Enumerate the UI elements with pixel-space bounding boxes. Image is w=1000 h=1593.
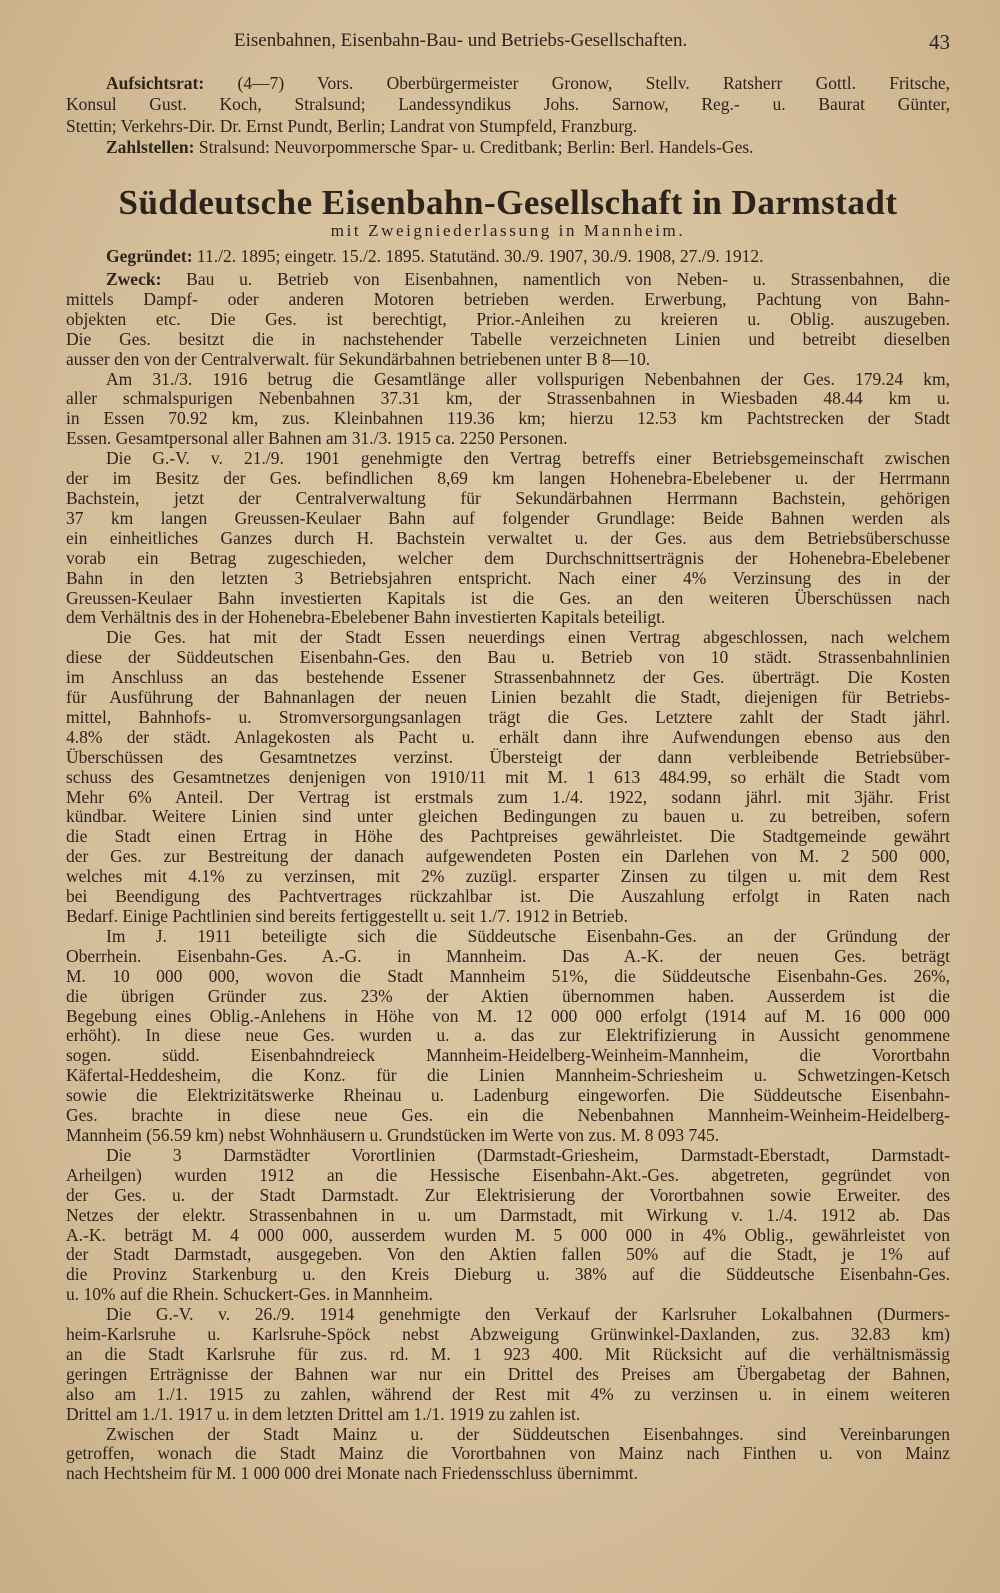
text-line bbox=[66, 967, 950, 987]
line-text: der Ges. u. der Stadt Darmstadt. Zur Elektrisierung der Vorortbahnen sowie Erweiter. des bbox=[66, 1184, 950, 1205]
text-line bbox=[66, 827, 950, 847]
field-label: Zweck: bbox=[106, 269, 162, 289]
text-line bbox=[66, 330, 950, 350]
text-line bbox=[66, 1425, 950, 1445]
line-text: 11./2. 1895; eingetr. 15./2. 1895. Statutänd. 30./9. 1907, 30./9. 1908, 27./9. 1912. bbox=[192, 246, 764, 266]
text-line bbox=[66, 1464, 950, 1484]
paragraph bbox=[66, 370, 950, 450]
text-line bbox=[66, 768, 950, 788]
line-text: Bedarf. Einige Pachtlinien sind bereits fertiggestellt u. seit 1./7. 1912 in Betrieb. bbox=[66, 906, 628, 926]
text-line bbox=[66, 987, 950, 1007]
line-text: Netzes der elektr. Strassenbahnen in u. um Darmstadt, mit Wirkung v. 1./4. 1912 ab. Das bbox=[66, 1204, 950, 1225]
line-text: sowie die Elektrizitätswerke Rheinau u. Ladenburg eingeworfen. Die Süddeutsche Eisenbahn- bbox=[66, 1085, 950, 1106]
text-line bbox=[66, 1245, 950, 1265]
paragraph bbox=[66, 137, 950, 158]
text-line bbox=[66, 887, 950, 907]
line-text: Bau u. Betrieb von Eisenbahnen, namentlich von Neben- u. Strassenbahnen, die bbox=[161, 269, 950, 289]
text-line bbox=[66, 469, 950, 489]
company-body-text bbox=[66, 270, 950, 1484]
text-line bbox=[66, 389, 950, 409]
text-line bbox=[66, 1106, 950, 1126]
paragraph bbox=[66, 449, 950, 628]
text-line bbox=[66, 1186, 950, 1206]
line-text: kündbar. Weitere Linien sind unter gleichen Bedingungen zu bauen u. zu betreiben, sofern bbox=[66, 806, 950, 827]
line-text: Mehr 6% Anteil. Der Vertrag ist erstmals zum 1./4. 1922, sodann jährl. mit 3jähr. Frist bbox=[66, 786, 950, 807]
text-line bbox=[66, 1086, 950, 1106]
text-line bbox=[66, 1206, 950, 1226]
line-text: Konsul Gust. Koch, Stralsund; Landessyndikus Johs. Sarnow, Reg.- u. Baurat Günter, bbox=[66, 94, 950, 115]
line-text: Die 3 Darmstädter Vorortlinien (Darmstadt-Griesheim, Darmstadt-Eberstadt, Darmstadt- bbox=[106, 1144, 950, 1165]
line-text: welches mit 4.1% zu verzinsen, mit 2% zuzügl. ersparter Zinsen zu tilgen u. mit dem Rest bbox=[66, 866, 950, 887]
line-text: Die G.-V. v. 26./9. 1914 genehmigte den Verkauf der Karlsruher Lokalbahnen (Durmers- bbox=[106, 1304, 950, 1325]
line-text: an die Stadt Karlsruhe für zus. rd. M. 1 923 400. Mit Rücksicht auf die verhältnismässig bbox=[66, 1343, 950, 1364]
line-text: für Ausführung der Bahnanlagen der neuen Linien bezahlt die Stadt, diejenigen für Betriebs- bbox=[66, 687, 950, 708]
line-text: M. 10 000 000, wovon die Stadt Mannheim 51%, die Süddeutsche Eisenbahn-Ges. 26%, bbox=[66, 965, 950, 986]
line-text: Im J. 1911 beteiligte sich die Süddeutsche Eisenbahn-Ges. an der Gründung der bbox=[106, 925, 950, 946]
line-text: objekten etc. Die Ges. ist berechtigt, Prior.-Anleihen zu kreieren u. Oblig. auszugeben. bbox=[66, 308, 950, 329]
text-line bbox=[66, 628, 950, 648]
line-text: heim-Karlsruhe u. Karlsruhe-Spöck nebst Abzweigung Grünwinkel-Daxlanden, zus. 32.83 km) bbox=[66, 1324, 950, 1345]
line-text: der Stadt Darmstadt, ausgegeben. Von den Aktien fallen 50% auf die Stadt, je 1% auf bbox=[66, 1244, 950, 1265]
founding-info bbox=[66, 246, 950, 267]
text-line bbox=[66, 489, 950, 509]
paragraph bbox=[66, 73, 950, 137]
line-text: in Essen 70.92 km, zus. Kleinbahnen 119.36 km; hierzu 12.53 km Pachtstrecken der Stadt bbox=[66, 408, 950, 429]
text-line bbox=[66, 449, 950, 469]
line-text: schuss des Gesamtnetzes denjenigen von 1910/11 mit M. 1 613 484.99, so erhält die Stadt vom bbox=[66, 766, 950, 787]
text-line bbox=[66, 290, 950, 310]
line-text: u. 10% auf die Rhein. Schuckert-Ges. in Mannheim. bbox=[66, 1284, 433, 1305]
paragraph bbox=[66, 1425, 950, 1485]
line-text: Oberrhein. Eisenbahn-Ges. A.-G. in Mannheim. Das A.-K. der neuen Ges. beträgt bbox=[66, 945, 950, 966]
text-line bbox=[66, 246, 950, 267]
line-text: die Stadt einen Ertrag in Höhe des Pachtpreises gewährleistet. Die Stadtgemeinde gewährt bbox=[66, 826, 950, 847]
line-text: Essen. Gesamtpersonal aller Bahnen am 31./3. 1915 ca. 2250 Personen. bbox=[66, 428, 568, 449]
line-text: Ges. brachte in diese neue Ges. ein die Nebenbahnen Mannheim-Weinheim-Heidelberg- bbox=[66, 1105, 950, 1126]
text-line bbox=[66, 1365, 950, 1385]
text-line bbox=[66, 1046, 950, 1066]
previous-entry bbox=[66, 73, 950, 158]
line-text: Die G.-V. v. 21./9. 1901 genehmigte den Vertrag betreffs einer Betriebsgemeinschaft zwischen bbox=[106, 448, 950, 469]
text-line bbox=[66, 1026, 950, 1046]
text-line bbox=[66, 370, 950, 390]
text-line bbox=[66, 1385, 950, 1405]
line-text: Überschüssen des Gesamtnetzes verzinst. Übersteigt der dann verbleibende Betriebsüber- bbox=[66, 746, 950, 767]
page-number: 43 bbox=[929, 30, 950, 54]
line-text: erhöht). In diese neue Ges. wurden u. a. das zur Elektrifizierung in Aussicht genommene bbox=[66, 1025, 950, 1046]
text-line bbox=[66, 867, 950, 887]
line-text: der Ges. zur Bestreitung der danach aufgewendeten Posten ein Darlehen von M. 2 500 000, bbox=[66, 846, 950, 867]
text-line bbox=[66, 1444, 950, 1464]
text-line bbox=[66, 668, 950, 688]
text-line bbox=[66, 1146, 950, 1166]
text-line bbox=[66, 529, 950, 549]
line-text: sogen. südd. Eisenbahndreieck Mannheim-Heidelberg-Weinheim-Mannheim, die Vorortbahn bbox=[66, 1045, 950, 1066]
line-text: A.-K. beträgt M. 4 000 000, ausserdem wurden M. 5 000 000 in 4% Oblig., gewährleistet von bbox=[66, 1224, 950, 1245]
line-text: Begebung eines Oblig.-Anlehens in Höhe von M. 12 000 000 erfolgt (1914 auf M. 16 000 000 bbox=[66, 1005, 950, 1026]
field-label: Zahlstellen: bbox=[106, 136, 195, 157]
line-text: aller schmalspurigen Nebenbahnen 37.31 km, der Strassenbahnen in Wiesbaden 48.44 km u. bbox=[66, 388, 950, 409]
text-line bbox=[66, 116, 950, 137]
line-text: 4.8% der städt. Anlagekosten als Pacht u. erhält dann ihre Aufwendungen ebenso aus den bbox=[66, 726, 950, 747]
text-line bbox=[66, 1265, 950, 1285]
line-text: Bahn in den letzten 3 Betriebsjahren entspricht. Nach einer 4% Verzinsung des in der bbox=[66, 567, 950, 588]
text-line bbox=[66, 648, 950, 668]
line-text: mittels Dampf- oder anderen Motoren betrieben werden. Erwerbung, Pachtung von Bahn- bbox=[66, 288, 950, 309]
company-title: Süddeutsche Eisenbahn-Gesellschaft in Darmstadt bbox=[118, 183, 898, 222]
line-text: getroffen, wonach die Stadt Mainz die Vorortbahnen von Mainz nach Finthen u. von Mainz bbox=[66, 1443, 950, 1464]
paragraph bbox=[66, 927, 950, 1146]
line-text: die Provinz Starkenburg u. den Kreis Dieburg u. 38% auf die Süddeutsche Eisenbahn-Ges. bbox=[66, 1264, 950, 1285]
line-text: diese der Süddeutschen Eisenbahn-Ges. den Bau u. Betrieb von 10 städt. Strassenbahnlinien bbox=[66, 647, 950, 668]
company-subtitle: mit Zweigniederlassung in Mannheim. bbox=[330, 221, 686, 240]
text-line bbox=[66, 549, 950, 569]
line-text: vorab ein Betrag zugeschieden, welcher dem Durchschnittserträgnis der Hohenebra-Ebelebener bbox=[66, 547, 950, 568]
line-text: ein einheitliches Ganzes durch H. Bachstein verwaltet u. der Ges. aus dem Betriebsüberschusse bbox=[66, 527, 950, 548]
line-text: Die Ges. besitzt die in nachstehender Tabelle verzeichneten Linien und betreibt dieselben bbox=[66, 328, 950, 349]
text-line bbox=[66, 350, 950, 370]
text-line bbox=[66, 1285, 950, 1305]
text-line bbox=[66, 728, 950, 748]
line-text: Die Ges. hat mit der Stadt Essen neuerdings einen Vertrag abgeschlossen, nach welchem bbox=[106, 627, 950, 648]
text-line bbox=[66, 947, 950, 967]
line-text: Stettin; Verkehrs-Dir. Dr. Ernst Pundt, Berlin; Landrat von Stumpfeld, Franzburg. bbox=[66, 115, 637, 136]
line-text: nach Hechtsheim für M. 1 000 000 drei Monate nach Friedensschluss übernimmt. bbox=[66, 1463, 639, 1484]
text-line bbox=[66, 847, 950, 867]
text-line bbox=[66, 1305, 950, 1325]
line-text: Mannheim (56.59 km) nebst Wohnhäusern u. Grundstücken im Werte von zus. M. 8 093 745. bbox=[66, 1124, 720, 1145]
line-text: (4—7) Vors. Oberbürgermeister Gronow, Stellv. Ratsherr Gottl. Fritsche, bbox=[204, 73, 950, 93]
paragraph bbox=[66, 246, 950, 267]
line-text: Am 31./3. 1916 betrug die Gesamtlänge aller vollspurigen Nebenbahnen der Ges. 179.24 km, bbox=[106, 368, 950, 389]
text-line bbox=[66, 1345, 950, 1365]
text-line bbox=[66, 589, 950, 609]
text-line bbox=[66, 1405, 950, 1425]
line-text: Bachstein, jetzt der Centralverwaltung für Sekundärbahnen Herrmann Bachstein, gehörigen bbox=[66, 487, 950, 508]
line-text: im Anschluss an das bestehende Essener Strassenbahnnetz der Ges. überträgt. Die Kosten bbox=[66, 667, 950, 688]
text-line bbox=[66, 310, 950, 330]
line-text: bei Beendigung des Pachtvertrages rückzahlbar ist. Die Auszahlung erfolgt in Raten nach bbox=[66, 886, 950, 907]
line-text: ausser den von der Centralverwalt. für Sekundärbahnen betriebenen unter B 8—10. bbox=[66, 348, 651, 369]
text-line bbox=[66, 569, 950, 589]
paragraph bbox=[66, 1305, 950, 1424]
field-label: Aufsichtsrat: bbox=[106, 73, 205, 93]
text-line bbox=[66, 1166, 950, 1186]
text-line bbox=[66, 708, 950, 728]
line-text: mittel, Bahnhofs- u. Stromversorgungsanlagen trägt die Ges. Letztere zahlt der Stadt jährl. bbox=[66, 706, 950, 727]
line-text: der im Besitz der Ges. befindlichen 8,69 km langen Hohenebra-Ebelebener u. der Herrmann bbox=[66, 468, 950, 489]
text-line bbox=[66, 1066, 950, 1086]
line-text: also am 1./1. 1915 zu zahlen, während der Rest mit 4% zu verzinsen u. in einem weiteren bbox=[66, 1383, 950, 1404]
text-line bbox=[66, 608, 950, 628]
text-line bbox=[66, 509, 950, 529]
text-line bbox=[66, 1226, 950, 1246]
text-line bbox=[66, 1126, 950, 1146]
line-text: geringen Erträgnisse der Bahnen war nur ein Drittel des Preises am Übergabetag der Bahnen, bbox=[66, 1363, 950, 1384]
text-line bbox=[66, 748, 950, 768]
text-line bbox=[66, 73, 950, 94]
line-text: dem Verhältnis des in der Hohenebra-Ebelebener Bahn investierten Kapitals beteiligt. bbox=[66, 607, 666, 628]
text-line bbox=[66, 688, 950, 708]
text-line bbox=[66, 270, 950, 290]
text-line bbox=[66, 137, 950, 158]
line-text: Zwischen der Stadt Mainz u. der Süddeutschen Eisenbahnges. sind Vereinbarungen bbox=[106, 1423, 950, 1444]
paragraph bbox=[66, 1146, 950, 1305]
text-line bbox=[66, 94, 950, 115]
line-text: Arheilgen) wurden 1912 an die Hessische Eisenbahn-Akt.-Ges. abgetreten, gegründet von bbox=[66, 1164, 950, 1185]
running-header bbox=[66, 30, 950, 54]
text-line bbox=[66, 788, 950, 808]
text-line bbox=[66, 1007, 950, 1027]
line-text: Käfertal-Heddesheim, die Konz. für die Linien Mannheim-Schriesheim u. Schwetzingen-Ketsch bbox=[66, 1065, 950, 1086]
header-title: Eisenbahnen, Eisenbahn-Bau- und Betriebs-Gesellschaften. bbox=[234, 30, 688, 51]
line-text: Drittel am 1./1. 1917 u. in dem letzten Drittel am 1./1. 1919 zu zahlen ist. bbox=[66, 1403, 581, 1424]
line-text: Stralsund: Neuvorpommersche Spar- u. Creditbank; Berlin: Berl. Handels-Ges. bbox=[194, 136, 754, 157]
text-line bbox=[66, 927, 950, 947]
text-line bbox=[66, 907, 950, 927]
line-text: 37 km langen Greussen-Keulaer Bahn auf folgender Grundlage: Beide Bahnen werden als bbox=[66, 507, 950, 528]
line-text: Greussen-Keulaer Bahn investierten Kapitals ist die Ges. an den weiteren Überschüssen nach bbox=[66, 587, 950, 608]
field-label: Gegründet: bbox=[106, 246, 193, 266]
text-line bbox=[66, 429, 950, 449]
text-line bbox=[66, 1325, 950, 1345]
text-line bbox=[66, 807, 950, 827]
paragraph bbox=[66, 270, 950, 370]
line-text: die übrigen Gründer zus. 23% der Aktien übernommen haben. Ausserdem ist die bbox=[66, 985, 950, 1006]
text-line bbox=[66, 409, 950, 429]
paragraph bbox=[66, 628, 950, 927]
